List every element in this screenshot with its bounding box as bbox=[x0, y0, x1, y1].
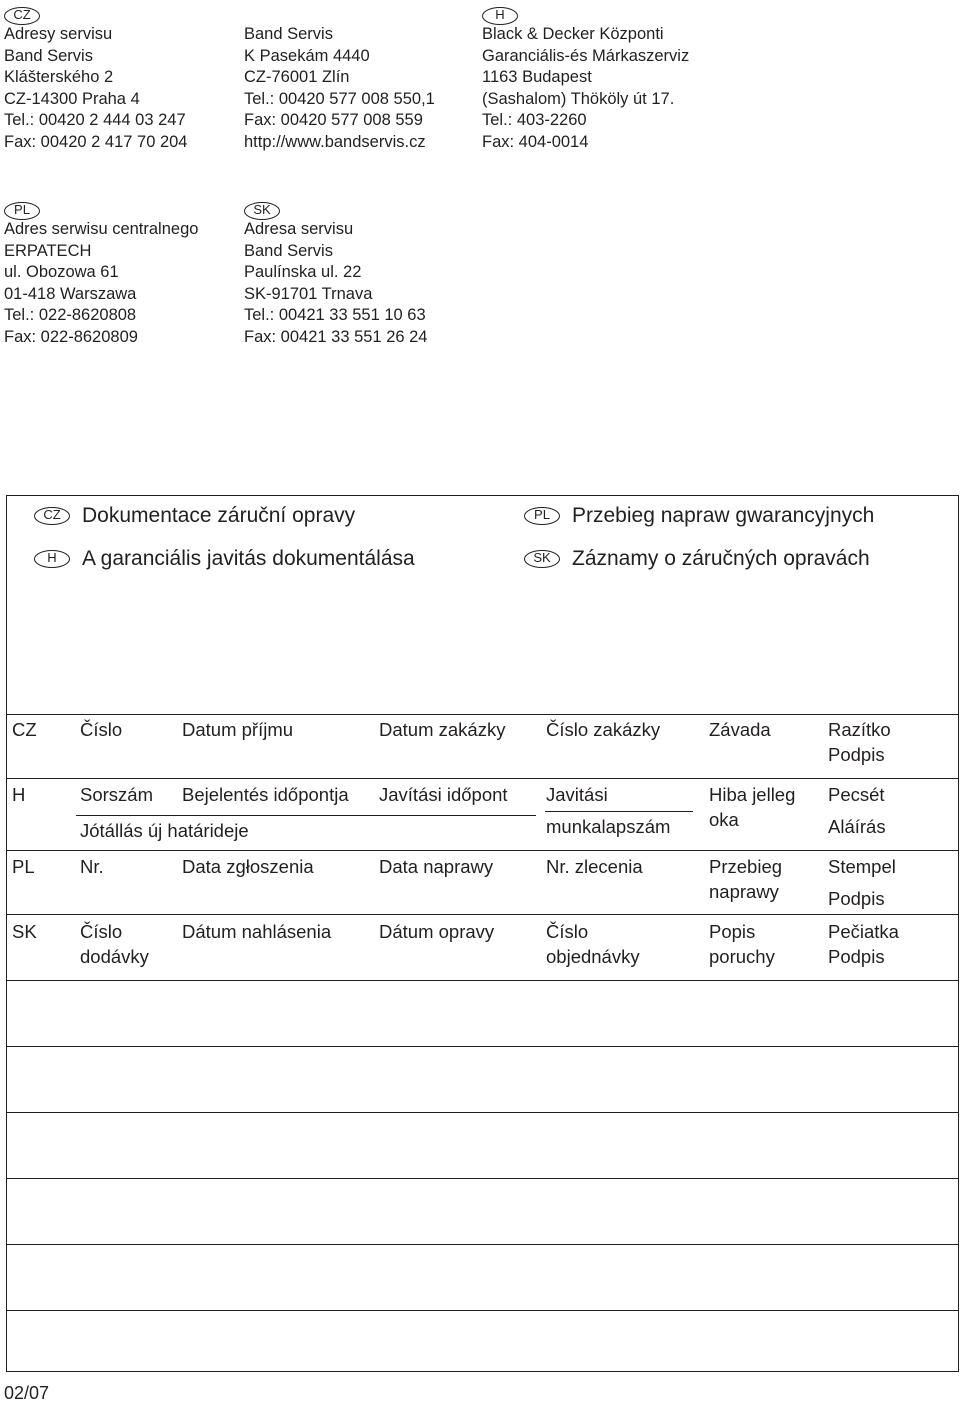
address-cz-zlin bbox=[244, 24, 435, 154]
header-number: dodávky bbox=[80, 946, 149, 967]
header-received-date: Dátum nahlásenia bbox=[182, 921, 332, 942]
header-number: Nr. bbox=[80, 856, 104, 877]
address-block-pl bbox=[4, 201, 40, 220]
header-order-number: munkalapszám bbox=[546, 816, 671, 837]
country-badge-sk: SK bbox=[524, 550, 560, 568]
address-line: Tel.: 00420 577 008 550,1 bbox=[244, 89, 435, 108]
address-line: (Sashalom) Thököly út 17. bbox=[482, 89, 675, 108]
country-badge-h: H bbox=[34, 550, 70, 568]
header-order-number: Nr. zlecenia bbox=[546, 856, 643, 877]
header-signature: Aláírás bbox=[828, 816, 886, 837]
table-rule bbox=[6, 1112, 959, 1113]
table-rule bbox=[6, 1046, 959, 1047]
table-rule bbox=[6, 714, 959, 715]
header-new-warranty-deadline: Jótállás új határideje bbox=[80, 820, 249, 841]
table-sub-rule bbox=[545, 811, 693, 812]
title-h bbox=[34, 547, 415, 571]
address-line: ERPATECH bbox=[4, 241, 92, 260]
header-signature: Podpis bbox=[828, 744, 885, 765]
table-rule bbox=[6, 1310, 959, 1311]
row-lang-h: H bbox=[12, 784, 26, 805]
address-cz-praha bbox=[4, 24, 187, 154]
title-cz bbox=[34, 504, 355, 528]
header-defect: oka bbox=[709, 809, 739, 830]
address-block-cz bbox=[4, 6, 40, 25]
table-rule bbox=[6, 914, 959, 915]
address-line: Black & Decker Központi bbox=[482, 25, 664, 43]
header-number: Číslo bbox=[80, 921, 123, 942]
header-received-date: Bejelentés időpontja bbox=[182, 784, 349, 805]
title-text: Záznamy o záručných opravách bbox=[572, 547, 870, 570]
address-line: Klášterského 2 bbox=[4, 68, 114, 87]
header-stamp: Razítko bbox=[828, 719, 891, 740]
row-lang-sk: SK bbox=[12, 921, 37, 942]
header-defect: Przebieg bbox=[709, 856, 783, 877]
header-order-date: Datum zakázky bbox=[379, 719, 506, 740]
header-received-date: Datum příjmu bbox=[182, 719, 294, 740]
address-line: Band Servis bbox=[244, 25, 333, 43]
address-line: Paulínska ul. 22 bbox=[244, 263, 362, 282]
website-link[interactable]: http://www.bandservis.cz bbox=[244, 132, 426, 151]
address-line: 1163 Budapest bbox=[482, 68, 592, 87]
header-stamp: Stempel bbox=[828, 856, 896, 877]
header-stamp: Pečiatka bbox=[828, 921, 899, 942]
header-defect: Hiba jelleg bbox=[709, 784, 796, 805]
country-badge-sk: SK bbox=[244, 202, 280, 220]
address-line: K Pasekám 4440 bbox=[244, 46, 370, 65]
table-rule bbox=[6, 1178, 959, 1179]
address-line: ul. Obozowa 61 bbox=[4, 263, 119, 282]
country-badge-pl: PL bbox=[4, 202, 40, 220]
header-order-date: Data naprawy bbox=[379, 856, 494, 877]
address-line: Tel.: 00420 2 444 03 247 bbox=[4, 111, 186, 130]
address-line: SK-91701 Trnava bbox=[244, 284, 373, 303]
row-lang-cz: CZ bbox=[12, 719, 37, 740]
address-line: Fax: 00420 577 008 559 bbox=[244, 111, 423, 130]
address-line: CZ-76001 Zlín bbox=[244, 68, 350, 87]
header-stamp: Pecsét bbox=[828, 784, 885, 805]
address-block-sk bbox=[244, 201, 280, 220]
row-lang-pl: PL bbox=[12, 856, 35, 877]
header-order-number: Javitási bbox=[546, 784, 608, 805]
header-order-date: Dátum opravy bbox=[379, 921, 495, 942]
address-line: Band Servis bbox=[244, 241, 333, 260]
address-line: Fax: 022-8620809 bbox=[4, 327, 138, 346]
title-pl bbox=[524, 504, 874, 528]
table-sub-rule bbox=[76, 815, 536, 816]
address-line: Fax: 00420 2 417 70 204 bbox=[4, 132, 188, 151]
table-rule bbox=[6, 778, 959, 779]
country-badge-h: H bbox=[482, 7, 518, 25]
header-order-number: Číslo zakázky bbox=[546, 719, 661, 740]
table-rule bbox=[6, 1244, 959, 1245]
address-line: Garanciális-és Márkaszerviz bbox=[482, 46, 690, 65]
header-signature: Podpis bbox=[828, 946, 885, 967]
address-line: Tel.: 403-2260 bbox=[482, 111, 587, 130]
country-badge-cz: CZ bbox=[34, 507, 70, 525]
address-sk bbox=[244, 219, 427, 349]
header-number: Sorszám bbox=[80, 784, 153, 805]
country-badge-pl: PL bbox=[524, 507, 560, 525]
address-line: Adresy servisu bbox=[4, 25, 113, 43]
header-order-number: objednávky bbox=[546, 946, 640, 967]
address-line: Fax: 404-0014 bbox=[482, 132, 589, 151]
address-pl bbox=[4, 219, 198, 349]
title-sk bbox=[524, 547, 870, 571]
header-order-date: Javítási időpont bbox=[379, 784, 508, 805]
address-line: CZ-14300 Praha 4 bbox=[4, 89, 140, 108]
header-defect: poruchy bbox=[709, 946, 775, 967]
address-line: Tel.: 022-8620808 bbox=[4, 306, 137, 325]
title-text: Przebieg napraw gwarancyjnych bbox=[572, 504, 875, 527]
table-rule bbox=[6, 850, 959, 851]
address-line: Tel.: 00421 33 551 10 63 bbox=[244, 306, 426, 325]
header-signature: Podpis bbox=[828, 888, 885, 909]
address-line: Band Servis bbox=[4, 46, 93, 65]
country-badge-cz: CZ bbox=[4, 7, 40, 25]
address-line: Adres serwisu centralnego bbox=[4, 220, 199, 238]
address-h bbox=[482, 24, 689, 154]
address-line: 01-418 Warszawa bbox=[4, 284, 137, 303]
header-received-date: Data zgłoszenia bbox=[182, 856, 314, 877]
address-line: Fax: 00421 33 551 26 24 bbox=[244, 327, 428, 346]
title-text: Dokumentace záruční opravy bbox=[82, 504, 356, 527]
header-defect: naprawy bbox=[709, 881, 779, 902]
title-text: A garanciális javitás dokumentálása bbox=[82, 547, 415, 570]
address-block-h bbox=[482, 6, 518, 25]
header-defect: Závada bbox=[709, 719, 771, 740]
address-line: Adresa servisu bbox=[244, 220, 354, 238]
document-code: 02/07 bbox=[4, 1383, 50, 1403]
header-defect: Popis bbox=[709, 921, 756, 942]
header-number: Číslo bbox=[80, 719, 123, 740]
header-order-number: Číslo bbox=[546, 921, 589, 942]
table-rule bbox=[6, 980, 959, 981]
